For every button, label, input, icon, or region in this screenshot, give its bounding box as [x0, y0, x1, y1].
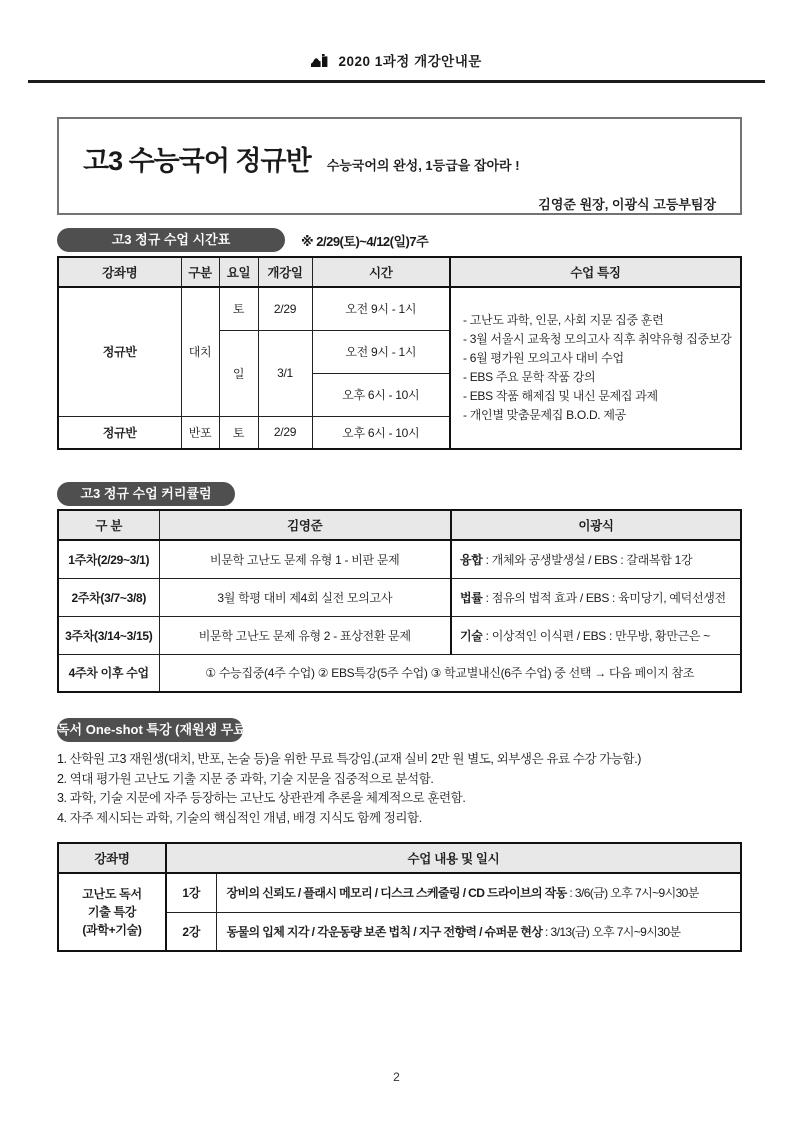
- cell-week4-options: ① 수능집중(4주 수업) ② EBS특강(5주 수업) ③ 학교별내신(6주 수업) 중 선택 → 다음 페이지 참조: [159, 654, 741, 692]
- oneshot-row-lecture1: [58, 873, 741, 912]
- col-lee: 이광식: [451, 510, 741, 540]
- cell-day: 토: [219, 287, 258, 330]
- cell-class-name: 정규반: [58, 287, 181, 416]
- col-day: 요일: [219, 257, 258, 287]
- cell-week: 2주차(3/7~3/8): [58, 578, 159, 616]
- oneshot-note: 4. 자주 제시되는 과학, 기술의 핵심적인 개념, 배경 지식도 함께 정리함.: [57, 810, 422, 825]
- cell-lecture-number: 1강: [166, 873, 216, 912]
- cell-kim-topic: 3월 학평 대비 제4회 실전 모의고사: [159, 578, 451, 616]
- col-course-name: 강좌명: [58, 843, 166, 873]
- curriculum-section-pill: 고3 정규 수업 커리큘럼: [57, 482, 235, 506]
- col-kim: 김영준: [159, 510, 451, 540]
- cell-time: 오후 6시 - 10시: [312, 373, 450, 416]
- oneshot-notes: [57, 750, 742, 828]
- curriculum-row-week1: [58, 540, 741, 578]
- lecture-topics: 장비의 신뢰도 / 플래시 메모리 / 디스크 스케줄링 / CD 드라이브의 작동: [226, 886, 567, 901]
- lee-topic-category: 융합: [460, 552, 483, 567]
- schedule-period-note: ※ 2/29(토)~4/12(일)7주: [301, 233, 429, 249]
- cell-features: [450, 287, 741, 449]
- course-authors: 김영준 원장, 이광식 고등부팀장: [538, 197, 716, 212]
- lee-topic-detail: : 점유의 법적 효과 / EBS : 육미당기, 예덕선생전: [482, 590, 726, 605]
- course-name-line: (과학+기술): [82, 923, 142, 937]
- cell-lecture-content: [216, 873, 741, 912]
- academy-logo-icon: [311, 54, 329, 71]
- cell-day: 토: [219, 416, 258, 449]
- schedule-row-daechi-sat: [58, 287, 741, 330]
- cell-time: 오후 6시 - 10시: [312, 416, 450, 449]
- lee-topic-category: 법률: [460, 590, 483, 605]
- schedule-section-pill: 고3 정규 수업 시간표: [57, 228, 285, 252]
- cell-week: 3주차(3/14~3/15): [58, 616, 159, 654]
- cell-lee-topic: [451, 616, 741, 654]
- cell-date: 2/29: [258, 287, 312, 330]
- feature-item: - 개인별 맞춤문제집 B.O.D. 제공: [463, 408, 626, 422]
- curriculum-row-week4: [58, 654, 741, 692]
- oneshot-table-header-row: [58, 843, 741, 873]
- oneshot-section-header: [57, 693, 742, 742]
- doc-header: [0, 0, 793, 83]
- feature-item: - 6월 평가원 모의고사 대비 수업: [463, 351, 624, 365]
- col-startdate: 개강일: [258, 257, 312, 287]
- oneshot-table: [57, 842, 742, 952]
- col-week: 구 분: [58, 510, 159, 540]
- oneshot-note: 2. 역대 평가원 고난도 기출 지문 중 과학, 기술 지문을 집중적으로 분석함.: [57, 771, 434, 786]
- col-time: 시간: [312, 257, 450, 287]
- course-name-line: 고난도 독서: [82, 887, 142, 901]
- curriculum-row-week2: [58, 578, 741, 616]
- lee-topic-detail: : 이상적인 이식편 / EBS : 만무방, 황만근은 ~: [482, 628, 710, 643]
- cell-lecture-number: 2강: [166, 912, 216, 951]
- cell-kim-topic: 비문학 고난도 문제 유형 1 - 비판 문제: [159, 540, 451, 578]
- col-branch: 구분: [181, 257, 219, 287]
- feature-item: - 고난도 과학, 인문, 사회 지문 집중 훈련: [463, 313, 664, 327]
- cell-course-name: [58, 873, 166, 951]
- curriculum-section-header: [57, 450, 742, 506]
- cell-day: 일: [219, 330, 258, 416]
- feature-item: - 3월 서울시 교육청 모의고사 직후 취약유형 집중보강: [463, 332, 732, 346]
- course-title: 고3 수능국어 정규반: [83, 146, 311, 176]
- cell-branch: 반포: [181, 416, 219, 449]
- schedule-table: [57, 256, 742, 450]
- lee-topic-category: 기술: [460, 628, 483, 643]
- cell-week: 4주차 이후 수업: [58, 654, 159, 692]
- header-divider: [28, 80, 765, 83]
- course-name-line: 기출 특강: [87, 905, 137, 919]
- oneshot-section-pill: 독서 One-shot 특강 (재원생 무료): [57, 718, 243, 742]
- cell-time: 오전 9시 - 1시: [312, 287, 450, 330]
- schedule-section-header: [57, 215, 742, 252]
- cell-lee-topic: [451, 540, 741, 578]
- oneshot-note: 3. 과학, 기술 지문에 자주 등장하는 고난도 상관관계 추론을 체계적으로 훈련함.: [57, 791, 466, 805]
- curriculum-table: [57, 509, 742, 693]
- doc-title: 2020 1과정 개강안내문: [338, 54, 482, 69]
- col-features: 수업 특징: [450, 257, 741, 287]
- curriculum-row-week3: [58, 616, 741, 654]
- schedule-table-header-row: [58, 257, 741, 287]
- lee-topic-detail: : 개체와 공생발생설 / EBS : 갈래복합 1강: [482, 552, 693, 567]
- oneshot-note: 1. 산학원 고3 재원생(대치, 반포, 논술 등)을 위한 무료 특강임.(교재 실비 2만 원 별도, 외부생은 유료 수강 가능함.): [57, 752, 642, 766]
- lecture-datetime: : 3/6(금) 오후 7시~9시30분: [566, 886, 699, 901]
- feature-item: - EBS 작품 해제집 및 내신 문제집 과제: [463, 389, 658, 403]
- curriculum-table-header-row: [58, 510, 741, 540]
- cell-date: 3/1: [258, 330, 312, 416]
- feature-item: - EBS 주요 문학 작품 강의: [463, 370, 596, 384]
- cell-time: 오전 9시 - 1시: [312, 330, 450, 373]
- cell-week: 1주차(2/29~3/1): [58, 540, 159, 578]
- cell-date: 2/29: [258, 416, 312, 449]
- course-title-box: [57, 117, 742, 215]
- col-course: 강좌명: [58, 257, 181, 287]
- cell-kim-topic: 비문학 고난도 문제 유형 2 - 표상전환 문제: [159, 616, 451, 654]
- lecture-datetime: : 3/13(금) 오후 7시~9시30분: [542, 924, 681, 939]
- lecture-topics: 동물의 입체 지각 / 각운동량 보존 법칙 / 지구 전향력 / 슈퍼문 현상: [226, 924, 543, 939]
- cell-lecture-content: [216, 912, 741, 951]
- cell-branch: 대치: [181, 287, 219, 416]
- col-content-schedule: 수업 내용 및 일시: [166, 843, 741, 873]
- course-tagline: 수능국어의 완성, 1등급을 잡아라 !: [326, 158, 520, 173]
- cell-lee-topic: [451, 578, 741, 616]
- page-number: 2: [393, 1070, 400, 1084]
- cell-class-name: 정규반: [58, 416, 181, 449]
